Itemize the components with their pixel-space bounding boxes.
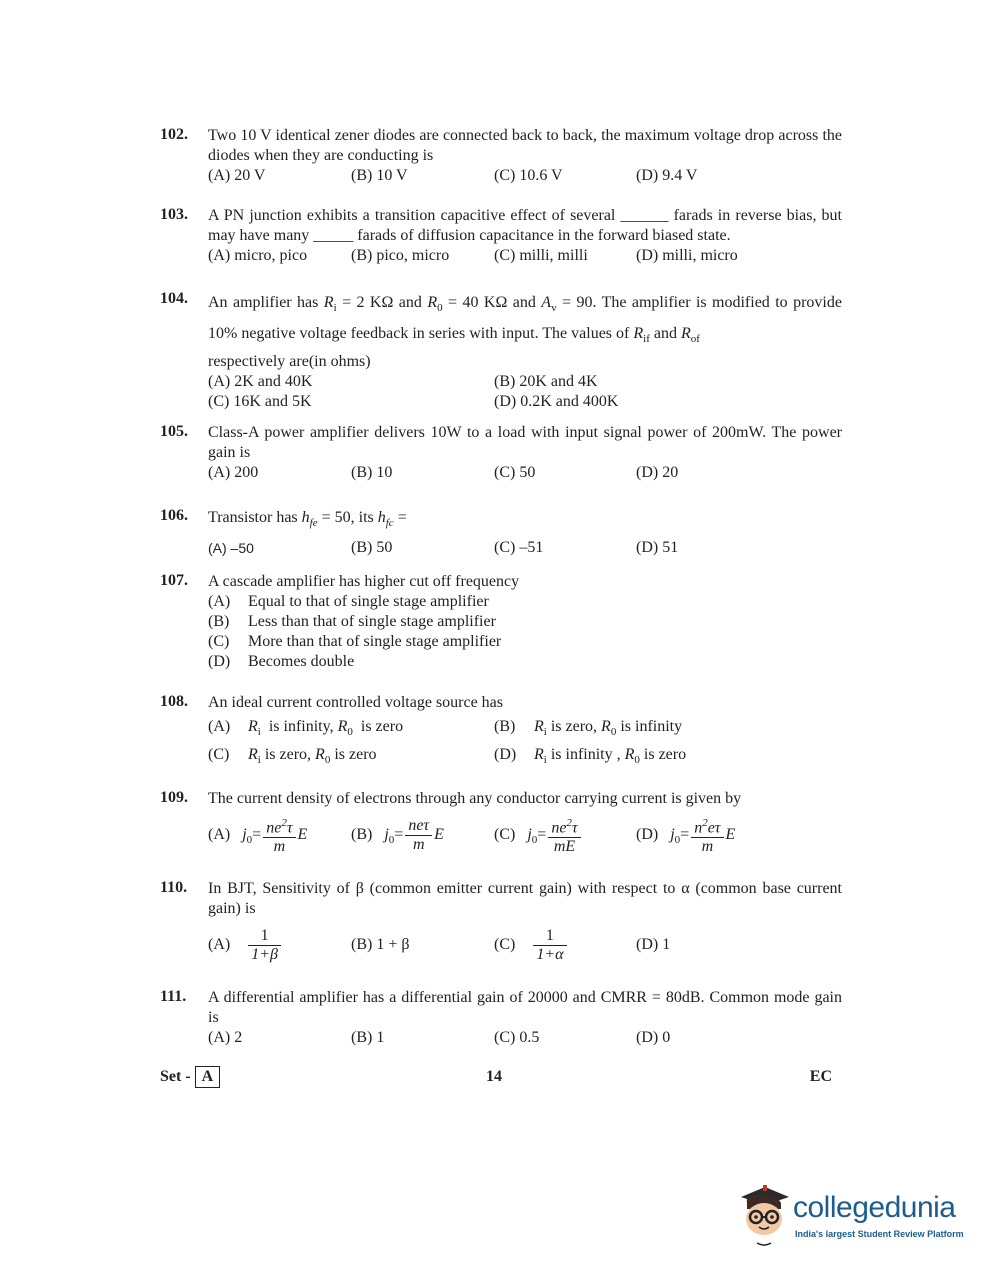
question-text: An ideal current controlled voltage source has [208, 694, 503, 711]
question-text: A differential amplifier has a differential gain of 20000 and CMRR = 80dB. Common mode gain is [208, 989, 842, 1026]
options-row [208, 538, 842, 558]
option-c: (C) milli, milli [494, 247, 588, 264]
set-indicator [160, 1066, 220, 1088]
question-number: 111. [160, 988, 187, 1005]
option-b: (B) Less than that of single stage amplifier [208, 613, 496, 630]
subject-code: EC [809, 1068, 832, 1085]
option-d: (D) 20 [636, 464, 679, 481]
question-number: 103. [160, 206, 188, 223]
option-a: (A) Equal to that of single stage amplifier [208, 593, 489, 610]
option-d: (D) milli, micro [636, 247, 738, 264]
option-a: (A) $j_0=$ $\frac{ne^2\tau}{m}$ E [208, 813, 307, 862]
options-row [208, 813, 842, 859]
question-number: 102. [160, 126, 188, 143]
question-109 [160, 789, 842, 859]
option-a: (A) –50 [208, 540, 254, 557]
option-b: (B) 50 [351, 539, 393, 557]
options-row-1 [208, 713, 842, 741]
option-d: (D) $R_i$ is infinity , $R_0$ is zero [494, 746, 687, 767]
question-104 [160, 290, 842, 412]
logo-wordmark: collegedunia [793, 1191, 956, 1224]
question-text: An amplifier has $R_i = 2$ KΩ and $R_0 = 40$ KΩ and $A_v = 90$. The amplifier is modified to provide 10% negative voltage feedback in series with input. The values of $R_{if}$ and $R_{of}$ [208, 294, 842, 346]
option-b: (B) 10 [351, 464, 393, 481]
page-footer [160, 1066, 842, 1090]
option-b: (B) $R_i$ is zero, $R_0$ is infinity [494, 718, 683, 739]
option-a: (A) 2K and 40K [208, 373, 313, 391]
option-c: (C) 50 [494, 464, 536, 481]
question-text: A cascade amplifier has higher cut off frequency [208, 573, 520, 590]
option-c: (C) 10.6 V [494, 167, 563, 184]
option-a: (A) micro, pico [208, 247, 308, 264]
option-b: (B) pico, micro [351, 247, 450, 264]
option-d: (D) 51 [636, 539, 679, 557]
option-b: (B) 10 V [351, 167, 408, 184]
set-box: A [195, 1066, 221, 1088]
option-c: (C) $R_i$ is zero, $R_0$ is zero [208, 746, 377, 767]
option-a: (A) 20 V [208, 167, 266, 184]
option-c: (C) 0.5 [494, 1029, 540, 1046]
option-c: (C) 16K and 5K [208, 393, 312, 411]
option-c: (C) $\frac{1}{1+\alpha}$ [494, 921, 569, 969]
option-a: (A) $R_i$ is infinity, $R_0$ is zero [208, 718, 404, 739]
options-row [208, 166, 842, 186]
page-number: 14 [486, 1068, 502, 1085]
options-row [208, 246, 842, 266]
option-b: (B) 1 [351, 1029, 385, 1046]
option-d: (D) 0 [636, 1029, 671, 1046]
option-c: (C) –51 [494, 539, 544, 557]
option-d: (D) 9.4 V [636, 167, 698, 184]
option-d: (D) $j_0=$ $\frac{n^2e\tau}{m}$ E [636, 813, 735, 862]
option-b: (B) $j_0=$ $\frac{\text{neτ}}{m}$ E [351, 816, 444, 853]
options-row [208, 1028, 842, 1048]
option-a: (A) 200 [208, 464, 259, 481]
question-103 [160, 206, 842, 266]
question-number: 110. [160, 879, 188, 896]
options-row [208, 463, 842, 483]
question-text: A PN junction exhibits a transition capacitive effect of several ______ farads in reverse bias, but may have many _____ farads of diffusion capacitance in the forward biased state. [208, 207, 842, 244]
question-number: 106. [160, 507, 188, 524]
question-107 [160, 572, 842, 672]
question-text: Class-A power amplifier delivers 10W to a load with input signal power of 200mW. The power gain is [208, 424, 842, 461]
option-c: (C) More than that of single stage amplifier [208, 633, 502, 650]
question-106 [160, 507, 842, 558]
question-text: Transistor has $h_{fe} = 50$, its $h_{fc}$ = [208, 509, 407, 530]
question-text: Two 10 V identical zener diodes are connected back to back, the maximum voltage drop across the diodes when they are conducting is [208, 127, 842, 164]
question-text: In BJT, Sensitivity of β (common emitter current gain) with respect to α (common base current gain) is [208, 880, 842, 917]
option-d: (D) 1 [636, 936, 671, 953]
question-number: 109. [160, 789, 188, 806]
option-d: (D) 0.2K and 400K [494, 393, 619, 411]
options-row-2 [208, 741, 842, 769]
option-c: (C) $j_0=$ $\frac{ne^2\tau}{mE}$ [494, 813, 583, 862]
question-number: 107. [160, 572, 188, 589]
question-105 [160, 423, 842, 483]
question-text: The current density of electrons through any conductor carrying current is given by [208, 790, 742, 807]
logo-tagline: India's largest Student Review Platform [795, 1229, 964, 1239]
question-text-start: Transistor has [208, 509, 298, 526]
question-number: 104. [160, 290, 188, 307]
question-number: 105. [160, 423, 188, 440]
question-text-end: respectively are(in ohms) [208, 353, 371, 371]
option-d: (D) Becomes double [208, 653, 355, 670]
options-row [208, 921, 842, 969]
question-110 [160, 879, 842, 969]
option-b: (B) 20K and 4K [494, 373, 598, 391]
question-111 [160, 988, 842, 1048]
option-a: (A) 2 [208, 1029, 243, 1046]
option-a: (A) $\frac{1}{1+\beta}$ [208, 921, 283, 969]
student-mascot-icon [735, 1183, 793, 1253]
option-b: (B) 1 + β [351, 936, 410, 953]
question-108 [160, 693, 842, 769]
collegedunia-logo [735, 1183, 967, 1253]
question-102 [160, 126, 842, 186]
options-row-1 [208, 372, 842, 392]
set-label: Set - [160, 1068, 191, 1085]
question-number: 108. [160, 693, 188, 710]
options-row-2 [208, 392, 842, 412]
